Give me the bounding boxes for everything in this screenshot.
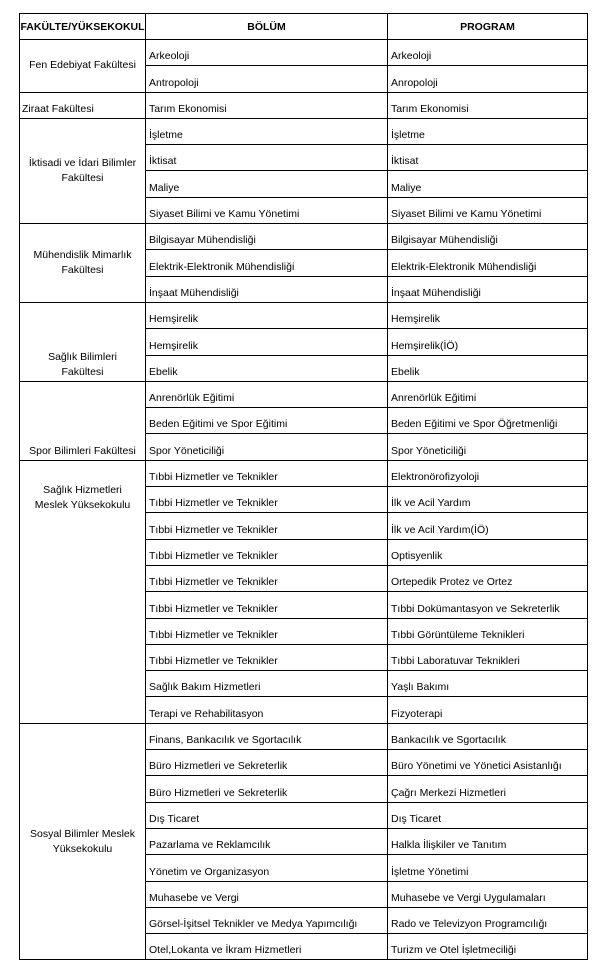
table-row bbox=[20, 118, 588, 144]
program-cell: Optisyenlik bbox=[388, 539, 588, 565]
department-cell: Pazarlama ve Reklamcılık bbox=[146, 828, 388, 854]
department-cell: Tıbbi Hizmetler ve Teknikler bbox=[146, 644, 388, 670]
department-cell: Bilgisayar Mühendisliği bbox=[146, 224, 388, 250]
header-row bbox=[20, 14, 588, 40]
program-cell: Fizyoterapi bbox=[388, 697, 588, 723]
department-cell: Sağlık Bakım Hizmetleri bbox=[146, 671, 388, 697]
department-cell: Tıbbi Hizmetler ve Teknikler bbox=[146, 513, 388, 539]
table-row bbox=[20, 723, 588, 749]
department-cell: Otel,Lokanta ve İkram Hizmetleri bbox=[146, 934, 388, 960]
program-cell: Yaşlı Bakımı bbox=[388, 671, 588, 697]
department-cell: Siyaset Bilimi ve Kamu Yönetimi bbox=[146, 197, 388, 223]
table-row bbox=[20, 460, 588, 486]
department-cell: Elektrik-Elektronik Mühendisliği bbox=[146, 250, 388, 276]
department-cell: Arkeoloji bbox=[146, 40, 388, 66]
table-row bbox=[20, 224, 588, 250]
program-cell: Hemşirelik bbox=[388, 302, 588, 328]
department-cell: Yönetim ve Organizasyon bbox=[146, 855, 388, 881]
program-cell: İlk ve Acil Yardım bbox=[388, 487, 588, 513]
department-cell: İktisat bbox=[146, 145, 388, 171]
department-cell: Tarım Ekonomisi bbox=[146, 92, 388, 118]
program-cell: Spor Yöneticiliği bbox=[388, 434, 588, 460]
department-cell: İnşaat Mühendisliği bbox=[146, 276, 388, 302]
program-cell: Arkeoloji bbox=[388, 40, 588, 66]
program-cell: Tıbbi Görüntüleme Teknikleri bbox=[388, 618, 588, 644]
table-body bbox=[20, 40, 588, 960]
header-program: PROGRAM bbox=[388, 14, 588, 40]
department-cell: Spor Yöneticiliği bbox=[146, 434, 388, 460]
faculty-cell: Ziraat Fakültesi bbox=[20, 92, 146, 118]
table-row bbox=[20, 302, 588, 328]
program-cell: İşletme bbox=[388, 118, 588, 144]
department-cell: Beden Eğitimi ve Spor Eğitimi bbox=[146, 408, 388, 434]
header-department: BÖLÜM bbox=[146, 14, 388, 40]
program-cell: Anrenörlük Eğitimi bbox=[388, 381, 588, 407]
department-cell: Hemşirelik bbox=[146, 302, 388, 328]
department-cell: Büro Hizmetleri ve Sekreterlik bbox=[146, 776, 388, 802]
program-table bbox=[19, 13, 588, 960]
faculty-cell: Spor Bilimleri Fakültesi bbox=[20, 381, 146, 460]
department-cell: Büro Hizmetleri ve Sekreterlik bbox=[146, 750, 388, 776]
program-cell: İnşaat Mühendisliği bbox=[388, 276, 588, 302]
program-cell: Siyaset Bilimi ve Kamu Yönetimi bbox=[388, 197, 588, 223]
department-cell: Görsel-İşitsel Teknikler ve Medya Yapımcılığı bbox=[146, 907, 388, 933]
program-cell: Büro Yönetimi ve Yönetici Asistanlığı bbox=[388, 750, 588, 776]
department-cell: Maliye bbox=[146, 171, 388, 197]
department-cell: Tıbbi Hizmetler ve Teknikler bbox=[146, 487, 388, 513]
department-cell: Anrenörlük Eğitimi bbox=[146, 381, 388, 407]
program-cell: Muhasebe ve Vergi Uygulamaları bbox=[388, 881, 588, 907]
program-cell: Tıbbi Laboratuvar Teknikleri bbox=[388, 644, 588, 670]
program-cell: Tıbbi Dokümantasyon ve Sekreterlik bbox=[388, 592, 588, 618]
program-cell: Elektronörofizyoloji bbox=[388, 460, 588, 486]
department-cell: İşletme bbox=[146, 118, 388, 144]
program-cell: Turizm ve Otel İşletmeciliği bbox=[388, 934, 588, 960]
faculty-cell: Sağlık Bilimleri Fakültesi bbox=[20, 302, 146, 381]
department-cell: Hemşirelik bbox=[146, 329, 388, 355]
table-row bbox=[20, 381, 588, 407]
faculty-cell: Sağlık Hizmetleri Meslek Yüksekokulu bbox=[20, 460, 146, 723]
program-cell: Ortepedik Protez ve Ortez bbox=[388, 565, 588, 591]
faculty-cell: Sosyal Bilimler Meslek Yüksekokulu bbox=[20, 723, 146, 960]
program-cell: Rado ve Televizyon Programcılığı bbox=[388, 907, 588, 933]
department-cell: Ebelik bbox=[146, 355, 388, 381]
department-cell: Terapi ve Rehabilitasyon bbox=[146, 697, 388, 723]
program-cell: Hemşirelik(İÖ) bbox=[388, 329, 588, 355]
program-cell: İktisat bbox=[388, 145, 588, 171]
department-cell: Tıbbi Hizmetler ve Teknikler bbox=[146, 539, 388, 565]
table-row bbox=[20, 92, 588, 118]
program-cell: Bilgisayar Mühendisliği bbox=[388, 224, 588, 250]
department-cell: Muhasebe ve Vergi bbox=[146, 881, 388, 907]
program-cell: İlk ve Acil Yardım(İÖ) bbox=[388, 513, 588, 539]
department-cell: Tıbbi Hizmetler ve Teknikler bbox=[146, 565, 388, 591]
program-cell: Bankacılık ve Sgortacılık bbox=[388, 723, 588, 749]
program-cell: Halkla İlişkiler ve Tanıtım bbox=[388, 828, 588, 854]
program-cell: Tarım Ekonomisi bbox=[388, 92, 588, 118]
program-cell: İşletme Yönetimi bbox=[388, 855, 588, 881]
department-cell: Tıbbi Hizmetler ve Teknikler bbox=[146, 592, 388, 618]
department-cell: Tıbbi Hizmetler ve Teknikler bbox=[146, 460, 388, 486]
program-cell: Çağrı Merkezi Hizmetleri bbox=[388, 776, 588, 802]
program-cell: Anropoloji bbox=[388, 66, 588, 92]
program-cell: Ebelik bbox=[388, 355, 588, 381]
program-cell: Beden Eğitimi ve Spor Öğretmenliği bbox=[388, 408, 588, 434]
department-cell: Finans, Bankacılık ve Sgortacılık bbox=[146, 723, 388, 749]
department-cell: Antropoloji bbox=[146, 66, 388, 92]
program-cell: Maliye bbox=[388, 171, 588, 197]
program-cell: Elektrik-Elektronik Mühendisliği bbox=[388, 250, 588, 276]
faculty-cell: Mühendislik Mimarlık Fakültesi bbox=[20, 224, 146, 303]
program-cell: Dış Ticaret bbox=[388, 802, 588, 828]
header-faculty: FAKÜLTE/YÜKSEKOKUL bbox=[20, 14, 146, 40]
department-cell: Tıbbi Hizmetler ve Teknikler bbox=[146, 618, 388, 644]
table-row bbox=[20, 40, 588, 66]
faculty-cell: Fen Edebiyat Fakültesi bbox=[20, 40, 146, 93]
department-cell: Dış Ticaret bbox=[146, 802, 388, 828]
faculty-cell: İktisadi ve İdari Bilimler Fakültesi bbox=[20, 118, 146, 223]
